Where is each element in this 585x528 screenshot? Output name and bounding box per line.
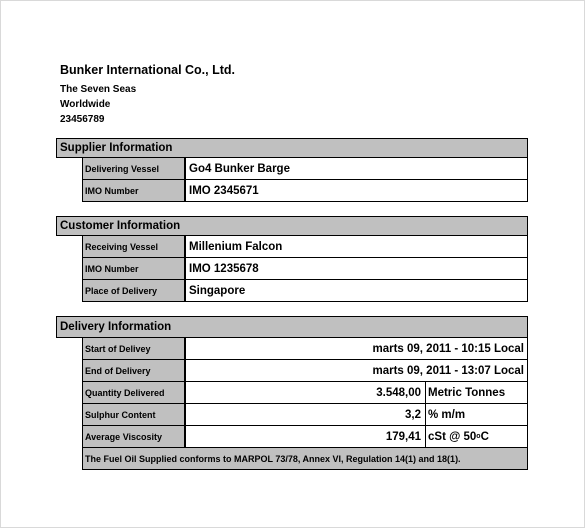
value-receiving-vessel: Millenium Falcon bbox=[189, 240, 283, 253]
unit-viscosity-suffix: C bbox=[480, 430, 489, 443]
value-place-of-delivery: Singapore bbox=[189, 284, 246, 297]
customer-section bbox=[56, 216, 528, 302]
label-sulphur-content: Sulphur Content bbox=[83, 404, 186, 425]
supplier-row-vessel bbox=[82, 158, 528, 180]
value-start-of-delivery: marts 09, 2011 - 10:15 Local bbox=[372, 342, 524, 355]
supplier-section bbox=[56, 138, 528, 202]
customer-row-vessel bbox=[82, 236, 528, 258]
delivery-row-quantity bbox=[82, 382, 528, 404]
address-line-1: The Seven Seas bbox=[60, 84, 137, 95]
value-sulphur-content: 3,2 bbox=[186, 404, 426, 425]
label-place-of-delivery: Place of Delivery bbox=[83, 280, 186, 301]
customer-row-place bbox=[82, 280, 528, 302]
value-quantity-delivered: 3.548,00 bbox=[186, 382, 426, 403]
degree-sup: o bbox=[476, 433, 481, 440]
label-receiving-vessel: Receiving Vessel bbox=[83, 236, 186, 257]
company-block bbox=[60, 63, 235, 127]
customer-header: Customer Information bbox=[56, 216, 528, 236]
value-average-viscosity: 179,41 bbox=[186, 426, 426, 447]
unit-viscosity-main: cSt @ 50 bbox=[428, 430, 477, 443]
address-line-2: Worldwide bbox=[60, 99, 111, 110]
value-delivering-vessel: Go4 Bunker Barge bbox=[189, 162, 290, 175]
unit-sulphur-content: % m/m bbox=[428, 408, 466, 421]
label-customer-imo: IMO Number bbox=[83, 258, 186, 279]
marpol-statement: The Fuel Oil Supplied conforms to MARPOL 73/78, Annex VI, Regulation 14(1) and 18(1). bbox=[82, 448, 528, 470]
label-end-of-delivery: End of Delivery bbox=[83, 360, 186, 381]
company-name: Bunker International Co., Ltd. bbox=[60, 63, 236, 77]
delivery-row-viscosity bbox=[82, 426, 528, 448]
supplier-row-imo bbox=[82, 180, 528, 202]
label-average-viscosity: Average Viscosity bbox=[83, 426, 186, 447]
value-customer-imo: IMO 1235678 bbox=[189, 262, 259, 275]
delivery-row-start bbox=[82, 338, 528, 360]
supplier-header: Supplier Information bbox=[56, 138, 528, 158]
value-supplier-imo: IMO 2345671 bbox=[189, 184, 259, 197]
delivery-row-end bbox=[82, 360, 528, 382]
unit-quantity-delivered: Metric Tonnes bbox=[428, 386, 506, 399]
label-delivering-vessel: Delivering Vessel bbox=[83, 158, 186, 179]
customer-row-imo bbox=[82, 258, 528, 280]
delivery-row-sulphur bbox=[82, 404, 528, 426]
delivery-header: Delivery Information bbox=[56, 316, 528, 338]
label-quantity-delivered: Quantity Delivered bbox=[83, 382, 186, 403]
label-supplier-imo: IMO Number bbox=[83, 180, 186, 201]
delivery-section bbox=[56, 316, 528, 470]
label-start-of-delivery: Start of Delivey bbox=[83, 338, 186, 359]
address-line-3: 23456789 bbox=[60, 114, 105, 125]
unit-average-viscosity bbox=[426, 426, 527, 447]
value-end-of-delivery: marts 09, 2011 - 13:07 Local bbox=[372, 364, 524, 377]
